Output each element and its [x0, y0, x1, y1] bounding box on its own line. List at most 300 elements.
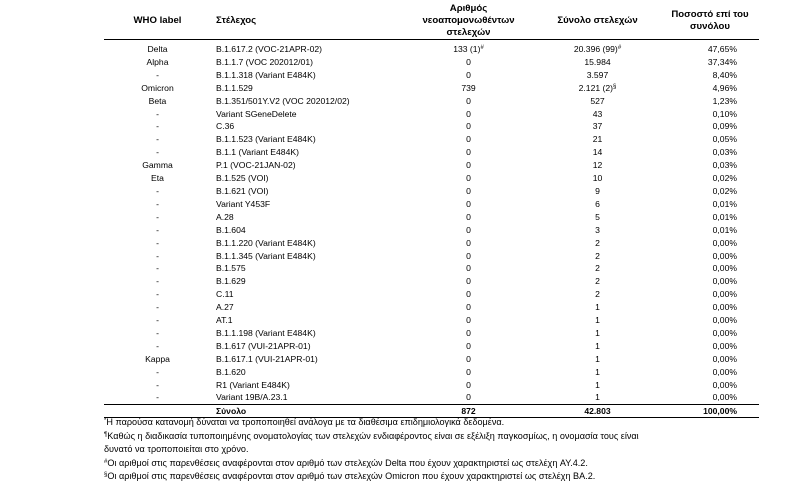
cell-percent-text: 0,10%	[712, 108, 737, 119]
cell-who-label	[104, 275, 211, 288]
cell-strain	[211, 353, 403, 366]
cell-who-label-text: -	[156, 327, 159, 338]
cell-total-strains-text: 2	[595, 289, 600, 300]
cell-percent	[661, 211, 759, 224]
cell-who-label	[104, 250, 211, 263]
cell-new-sequenced	[403, 353, 534, 366]
cell-percent-text: 8,40%	[712, 69, 737, 80]
cell-new-sequenced-text: 0	[466, 302, 471, 313]
cell-new-sequenced-text: 0	[466, 366, 471, 377]
footnote-line	[104, 470, 794, 484]
cell-percent-text: 4,96%	[712, 82, 737, 93]
cell-new-sequenced	[403, 185, 534, 198]
cell-percent	[661, 95, 759, 108]
table-body	[104, 40, 759, 418]
cell-total-strains	[534, 146, 661, 159]
table-row	[104, 185, 759, 198]
cell-who-label-text: -	[156, 315, 159, 326]
cell-new-sequenced	[403, 159, 534, 172]
cell-new-sequenced-text: 0	[466, 121, 471, 132]
cell-strain-text: B.1.1 (Variant E484K)	[216, 147, 299, 158]
footnote-line	[104, 443, 794, 457]
cell-strain-text: C.11	[216, 289, 234, 300]
cell-strain-text: AT.1	[216, 315, 233, 326]
cell-total-strains-text: 20.396 (99)	[573, 44, 618, 54]
cell-total-strains	[534, 391, 661, 404]
cell-strain-text: B.1.621 (VOI)	[216, 185, 269, 196]
table-row	[104, 340, 759, 353]
cell-percent-text: 0,00%	[712, 250, 737, 261]
cell-total-strains	[534, 353, 661, 366]
cell-new-sequenced	[403, 56, 534, 69]
cell-percent	[661, 56, 759, 69]
cell-percent-text: 0,00%	[712, 289, 737, 300]
cell-percent-text: 0,09%	[712, 121, 737, 132]
cell-who-label-text: -	[156, 211, 159, 222]
header-strain: Στέλεχος	[211, 2, 403, 40]
cell-who-label	[104, 108, 211, 121]
footnote-mark: #	[104, 458, 108, 465]
cell-new-sequenced-text: 0	[466, 315, 471, 326]
cell-percent-text: 0,01%	[712, 211, 737, 222]
cell-percent-text: 0,01%	[712, 224, 737, 235]
cell-who-label	[104, 327, 211, 340]
cell-new-sequenced	[403, 275, 534, 288]
cell-total-strains-text: 1	[595, 366, 600, 377]
cell-total-strains	[534, 40, 661, 56]
cell-strain-text: B.1.575	[216, 263, 246, 274]
cell-new-sequenced	[403, 391, 534, 404]
cell-new-sequenced	[403, 262, 534, 275]
table-row	[104, 69, 759, 82]
cell-new-sequenced	[403, 288, 534, 301]
cell-new-sequenced-text: 0	[466, 276, 471, 287]
cell-strain	[211, 314, 403, 327]
cell-strain	[211, 159, 403, 172]
cell-who-label	[104, 159, 211, 172]
table-header-row	[104, 2, 759, 40]
cell-total-strains	[534, 159, 661, 172]
cell-who-label-text: Eta	[151, 173, 164, 184]
cell-new-sequenced-text: 0	[466, 185, 471, 196]
cell-total-strains-text: 1	[595, 302, 600, 313]
cell-percent	[661, 353, 759, 366]
cell-total-strains-text: 1	[595, 315, 600, 326]
variant-strains-table	[104, 2, 759, 418]
cell-new-sequenced	[403, 301, 534, 314]
cell-strain	[211, 120, 403, 133]
cell-total-strains	[534, 301, 661, 314]
table-row	[104, 82, 759, 95]
cell-total-strains	[534, 224, 661, 237]
cell-new-sequenced-text: 0	[466, 147, 471, 158]
cell-strain-text: R1 (Variant E484K)	[216, 379, 290, 390]
cell-new-sequenced	[403, 108, 534, 121]
cell-percent	[661, 379, 759, 392]
cell-new-sequenced	[403, 69, 534, 82]
cell-total-strains	[534, 198, 661, 211]
cell-new-sequenced	[403, 198, 534, 211]
cell-strain	[211, 108, 403, 121]
cell-percent-text: 0,00%	[712, 263, 737, 274]
cell-total-strains	[534, 327, 661, 340]
cell-new-sequenced-text: 0	[466, 198, 471, 209]
cell-percent	[661, 120, 759, 133]
table-row	[104, 159, 759, 172]
cell-who-label-text: -	[156, 276, 159, 287]
footnote-text: Οι αριθμοί στις παρενθέσεις αναφέρονται στον αριθμό των στελεχών Delta που έχουν χαρακτηριστεί ως στελέχη AY.4.2.	[107, 457, 588, 468]
cell-total-strains-text: 43	[592, 108, 603, 119]
cell-percent	[661, 172, 759, 185]
table-row	[104, 120, 759, 133]
table-row	[104, 198, 759, 211]
header-new-sequenced: Αριθμός νεοαπομονωθέντων στελεχών	[403, 2, 534, 40]
cell-total-strains	[534, 288, 661, 301]
cell-percent	[661, 40, 759, 56]
footnote-line	[104, 430, 794, 444]
cell-total-strains-text: 12	[592, 160, 603, 171]
cell-total-strains-text: 10	[592, 173, 603, 184]
table-row	[104, 56, 759, 69]
cell-new-sequenced-text: 0	[466, 95, 471, 106]
cell-percent	[661, 82, 759, 95]
cell-new-sequenced-text: 0	[466, 289, 471, 300]
cell-who-label	[104, 340, 211, 353]
cell-who-label	[104, 391, 211, 404]
cell-percent-text: 0,00%	[712, 392, 737, 403]
cell-who-label	[104, 237, 211, 250]
cell-strain	[211, 275, 403, 288]
cell-strain	[211, 211, 403, 224]
cell-who-label	[104, 133, 211, 146]
cell-who-label	[104, 211, 211, 224]
cell-total-strains	[534, 185, 661, 198]
cell-new-sequenced	[403, 133, 534, 146]
cell-new-sequenced-text: 0	[466, 327, 471, 338]
cell-percent	[661, 69, 759, 82]
cell-strain-text: P.1 (VOC-21JAN-02)	[216, 160, 296, 171]
cell-new-sequenced-text: 0	[466, 69, 471, 80]
cell-strain-text: Variant Y453F	[216, 198, 271, 209]
cell-new-sequenced	[403, 237, 534, 250]
cell-percent-text: 0,03%	[712, 160, 737, 171]
cell-total-strains-text: 21	[592, 134, 603, 145]
cell-percent-text: 0,05%	[712, 134, 737, 145]
cell-strain	[211, 250, 403, 263]
cell-total-strains-text: 527	[590, 95, 605, 106]
footnote-mark: §	[104, 472, 108, 479]
cell-total-strains	[534, 314, 661, 327]
cell-percent-text: 47,65%	[707, 44, 737, 54]
cell-strain	[211, 391, 403, 404]
cell-percent-text: 0,00%	[712, 315, 737, 326]
cell-total-strains-text: 1	[595, 327, 600, 338]
cell-who-label-text: -	[156, 302, 159, 313]
cell-percent-text: 0,02%	[712, 173, 737, 184]
cell-total-strains	[534, 211, 661, 224]
cell-who-label-text: Alpha	[146, 56, 169, 67]
cell-new-sequenced	[403, 250, 534, 263]
cell-percent	[661, 159, 759, 172]
table-row	[104, 262, 759, 275]
footnote-text: Η παρούσα κατανομή δύναται να τροποποιηθεί ανάλογα με τα διαθέσιμα επιδημιολογικά δεδομένα.	[106, 417, 505, 427]
cell-total-strains-text: 2	[595, 237, 600, 248]
cell-strain	[211, 301, 403, 314]
cell-percent	[661, 288, 759, 301]
cell-strain-text: B.1.620	[216, 366, 246, 377]
cell-total-strains	[534, 379, 661, 392]
cell-who-label-text: -	[156, 250, 159, 261]
cell-who-label-text: Omicron	[141, 82, 174, 93]
cell-who-label	[104, 40, 211, 56]
cell-strain-text: B.1.1.345 (Variant E484K)	[216, 250, 316, 261]
cell-strain-text: B.1.1.318 (Variant E484K)	[216, 69, 316, 80]
cell-new-sequenced	[403, 82, 534, 95]
cell-who-label-text: -	[156, 121, 159, 132]
cell-who-label	[104, 288, 211, 301]
cell-who-label	[104, 172, 211, 185]
cell-percent	[661, 133, 759, 146]
cell-who-label-text: -	[156, 392, 159, 403]
cell-total-strains	[534, 250, 661, 263]
cell-new-sequenced	[403, 327, 534, 340]
cell-new-sequenced	[403, 146, 534, 159]
cell-percent-text: 0,00%	[712, 353, 737, 364]
cell-who-label-text: -	[156, 289, 159, 300]
cell-total-strains-text: 1	[595, 353, 600, 364]
table-row	[104, 224, 759, 237]
cell-strain-text: B.1.617.2 (VOC-21APR-02)	[216, 44, 323, 54]
cell-total-strains-text: 3.597	[586, 69, 609, 80]
cell-strain	[211, 288, 403, 301]
footnote-text: δυνατό να τροποποιείται στο χρόνο.	[104, 444, 249, 455]
cell-percent	[661, 108, 759, 121]
table-row	[104, 288, 759, 301]
cell-percent-text: 1,23%	[712, 95, 737, 106]
cell-total-strains-text: 6	[595, 198, 600, 209]
cell-total-strains	[534, 95, 661, 108]
cell-new-sequenced-text: 0	[466, 237, 471, 248]
cell-percent-text: 0,00%	[712, 366, 737, 377]
cell-percent-text: 0,00%	[712, 302, 737, 313]
cell-strain-text: B.1.1.529	[216, 82, 253, 93]
cell-new-sequenced	[403, 366, 534, 379]
table-row	[104, 391, 759, 404]
cell-new-sequenced-text: 0	[466, 224, 471, 235]
cell-percent	[661, 146, 759, 159]
cell-strain-text: B.1.1.523 (Variant E484K)	[216, 134, 316, 145]
cell-who-label-text: -	[156, 185, 159, 196]
cell-percent-text: 0,00%	[712, 276, 737, 287]
cell-who-label-text: Delta	[147, 44, 168, 54]
table-row	[104, 108, 759, 121]
cell-strain-text: B.1.604	[216, 224, 246, 235]
cell-who-label-text: -	[156, 366, 159, 377]
cell-new-sequenced	[403, 379, 534, 392]
footnote-mark: *	[104, 418, 107, 424]
cell-percent	[661, 250, 759, 263]
cell-total-strains	[534, 108, 661, 121]
cell-strain	[211, 366, 403, 379]
cell-who-label	[104, 353, 211, 366]
table-row	[104, 237, 759, 250]
cell-who-label	[104, 301, 211, 314]
table-row	[104, 379, 759, 392]
cell-new-sequenced-text: 0	[466, 340, 471, 351]
cell-percent	[661, 366, 759, 379]
cell-new-sequenced-footnote-mark: #	[480, 45, 484, 51]
table-row	[104, 95, 759, 108]
cell-strain	[211, 237, 403, 250]
cell-new-sequenced-text: 0	[466, 211, 471, 222]
cell-total-strains-text: 14	[592, 147, 603, 158]
cell-new-sequenced	[403, 120, 534, 133]
cell-percent	[661, 185, 759, 198]
cell-percent	[661, 224, 759, 237]
cell-total-strains	[534, 56, 661, 69]
header-who-label: WHO label	[104, 2, 211, 40]
cell-strain-text: B.1.1.198 (Variant E484K)	[216, 327, 316, 338]
cell-new-sequenced-text: 0	[466, 379, 471, 390]
cell-new-sequenced-text: 0	[466, 160, 471, 171]
table-row	[104, 146, 759, 159]
cell-who-label-text: Beta	[148, 95, 167, 106]
cell-strain-text: B.1.629	[216, 276, 246, 287]
cell-who-label-text: Kappa	[145, 353, 170, 364]
cell-strain-text: B.1.617.1 (VUI-21APR-01)	[216, 353, 318, 364]
table-row	[104, 301, 759, 314]
cell-percent	[661, 327, 759, 340]
cell-strain-text: C.36	[216, 121, 235, 132]
cell-percent-text: 0,01%	[712, 198, 737, 209]
cell-strain	[211, 69, 403, 82]
cell-who-label-text: -	[156, 263, 159, 274]
cell-percent	[661, 301, 759, 314]
cell-percent-text: 0,00%	[712, 327, 737, 338]
total-percent: 100,00%	[661, 405, 759, 418]
cell-strain	[211, 146, 403, 159]
header-total-strains: Σύνολο στελεχών	[534, 2, 661, 40]
cell-who-label	[104, 82, 211, 95]
cell-new-sequenced-text: 0	[466, 108, 471, 119]
cell-percent-text: 0,00%	[712, 237, 737, 248]
table-row	[104, 327, 759, 340]
cell-who-label-text: -	[156, 69, 159, 80]
cell-strain	[211, 95, 403, 108]
table-row	[104, 314, 759, 327]
cell-who-label-text: -	[156, 224, 159, 235]
cell-strain	[211, 40, 403, 56]
cell-new-sequenced-text: 739	[461, 82, 476, 93]
cell-who-label	[104, 366, 211, 379]
cell-strain-text: Variant SGeneDelete	[216, 108, 297, 119]
cell-who-label	[104, 224, 211, 237]
cell-new-sequenced	[403, 340, 534, 353]
cell-who-label-text: Gamma	[142, 160, 173, 171]
cell-total-strains-text: 1	[595, 379, 600, 390]
footnote-line	[104, 457, 794, 471]
cell-percent	[661, 262, 759, 275]
cell-total-strains-text: 1	[595, 392, 600, 403]
cell-total-strains	[534, 366, 661, 379]
cell-new-sequenced-text: 0	[466, 56, 471, 67]
cell-total-strains-text: 5	[595, 211, 600, 222]
cell-total-strains	[534, 120, 661, 133]
cell-new-sequenced-text: 0	[466, 250, 471, 261]
cell-strain	[211, 379, 403, 392]
cell-new-sequenced	[403, 40, 534, 56]
cell-new-sequenced	[403, 211, 534, 224]
cell-total-strains-text: 15.984	[584, 56, 611, 67]
cell-new-sequenced-text: 0	[466, 134, 471, 145]
cell-percent	[661, 314, 759, 327]
cell-strain	[211, 198, 403, 211]
cell-strain	[211, 172, 403, 185]
cell-strain-text: A.28	[216, 211, 234, 222]
cell-strain	[211, 224, 403, 237]
cell-total-strains	[534, 69, 661, 82]
cell-who-label	[104, 314, 211, 327]
cell-total-strains-text: 2	[595, 263, 600, 274]
cell-percent	[661, 391, 759, 404]
cell-strain	[211, 340, 403, 353]
cell-new-sequenced-text: 133 (1)	[453, 44, 481, 54]
cell-percent-text: 0,03%	[712, 147, 737, 158]
cell-who-label-text: -	[156, 198, 159, 209]
cell-who-label	[104, 69, 211, 82]
cell-percent	[661, 198, 759, 211]
cell-new-sequenced-text: 0	[466, 263, 471, 274]
cell-strain	[211, 262, 403, 275]
cell-who-label	[104, 185, 211, 198]
cell-who-label	[104, 198, 211, 211]
cell-total-strains-footnote-mark: #	[617, 45, 622, 51]
cell-who-label-text: -	[156, 147, 159, 158]
cell-total-strains	[534, 340, 661, 353]
cell-who-label	[104, 262, 211, 275]
header-percent-of-total: Ποσοστό επί του συνόλου	[661, 2, 759, 40]
cell-total-strains-text: 1	[595, 340, 600, 351]
cell-who-label-text: -	[156, 134, 159, 145]
cell-strain-text: Variant 19B/A.23.1	[216, 392, 288, 403]
cell-strain-text: B.1.525 (VOI)	[216, 173, 269, 184]
cell-who-label	[104, 95, 211, 108]
cell-strain	[211, 185, 403, 198]
cell-strain-text: B.1.617 (VUI-21APR-01)	[216, 340, 311, 351]
cell-percent	[661, 275, 759, 288]
cell-new-sequenced	[403, 172, 534, 185]
total-strains: 42.803	[534, 405, 661, 418]
cell-who-label	[104, 120, 211, 133]
table-row	[104, 366, 759, 379]
cell-who-label	[104, 379, 211, 392]
cell-strain	[211, 133, 403, 146]
cell-who-label-text: -	[156, 237, 159, 248]
cell-who-label-text: -	[156, 379, 159, 390]
cell-percent-text: 0,00%	[712, 379, 737, 390]
cell-strain-text: B.1.351/501Y.V2 (VOC 202012/02)	[216, 95, 350, 106]
cell-new-sequenced-text: 0	[466, 392, 471, 403]
cell-percent	[661, 237, 759, 250]
cell-total-strains-text: 9	[595, 185, 600, 196]
cell-new-sequenced-text: 0	[466, 173, 471, 184]
cell-who-label	[104, 146, 211, 159]
cell-total-strains	[534, 262, 661, 275]
table-row	[104, 275, 759, 288]
cell-strain	[211, 327, 403, 340]
cell-percent-text: 0,02%	[712, 185, 737, 196]
cell-percent	[661, 340, 759, 353]
